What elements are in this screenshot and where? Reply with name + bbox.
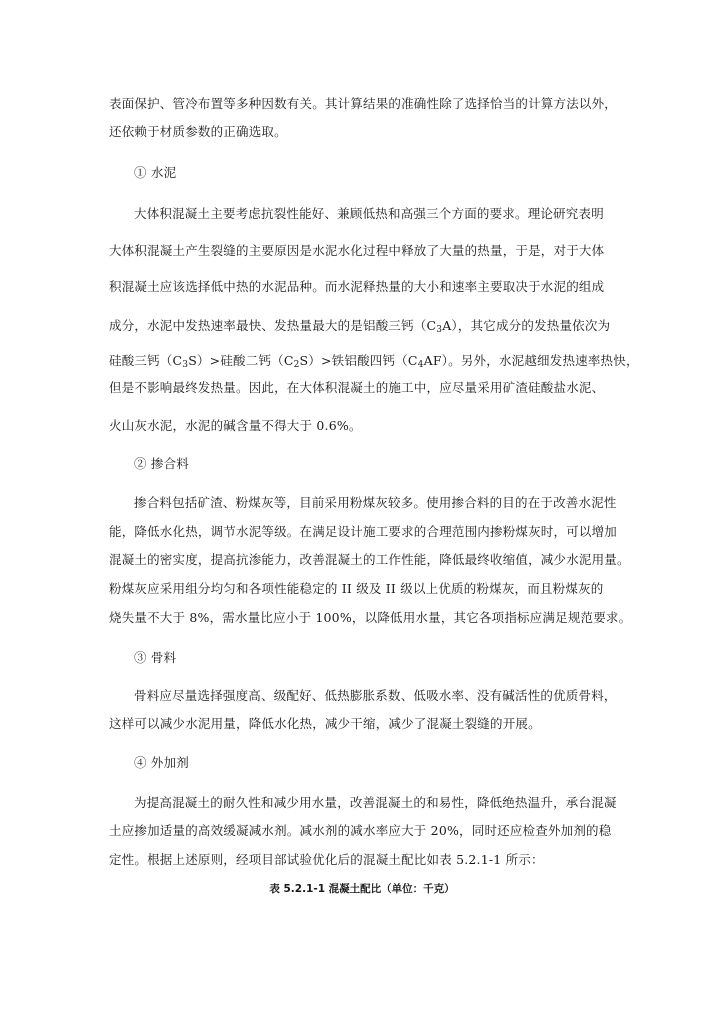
admixture-line-4: 粉煤灰应采用组分均匀和各项性能稳定的 II 级及 II 级以上优质的粉煤灰，而且粉煤灰的 [109, 581, 604, 596]
additive-line-3: 定性。根据上述原则，经项目部试验优化后的混凝土配比如表 5.2.1-1 所示： [109, 852, 544, 867]
table-caption: 表 5.2.1-1 混凝土配比（单位：千克） [269, 883, 455, 895]
cement-line-3: 积混凝土应该选择低中热的水泥品种。而水泥释热量的大小和速率主要取决于水泥的组成 [109, 279, 605, 294]
section-heading-cement: ① 水泥 [134, 165, 177, 180]
subscript: 3 [436, 325, 443, 335]
cement-line-4 [109, 318, 610, 334]
cement-line-1: 大体积混凝土主要考虑抗裂性能好、兼顾低热和高强三个方面的要求。理论研究表明 [134, 206, 604, 221]
admixture-line-5: 烧失量不大于 8%，需水量比应小于 100%，以降低用水量，其它各项指标应满足规范要求。 [109, 610, 632, 625]
cement-line-4-text-a: 成分，水泥中发热速率最快、发热量最大的是铝酸三钙（C [109, 318, 437, 333]
cement-line-7: 火山灰水泥，水泥的碱含量不得大于 0.6%。 [109, 418, 362, 433]
cement-line-5-text-b: S）>硅酸二钙（C [188, 353, 294, 368]
intro-line-1: 表面保护、管冷布置等多种因数有关。其计算结果的准确性除了选择恰当的计算方法以外， [109, 96, 618, 111]
intro-line-2: 还依赖于材质参数的正确选取。 [109, 124, 287, 139]
additive-line-2: 土应掺加适量的高效缓凝减水剂。减水剂的减水率应大于 20%，同时还应检查外加剂的稳 [109, 823, 612, 838]
section-heading-aggregate: ③ 骨料 [134, 650, 177, 665]
cement-line-6: 但是不影响最终发热量。因此，在大体积混凝土的施工中，应尽量采用矿渣硅酸盐水泥、 [109, 380, 605, 395]
additive-line-1: 为提高混凝土的耐久性和减少用水量，改善混凝土的和易性，降低绝热温升，承台混凝 [134, 795, 617, 810]
cement-line-5 [109, 353, 639, 369]
subscript: 3 [182, 360, 189, 370]
subscript: 4 [417, 360, 424, 370]
section-heading-admixture: ② 掺合料 [134, 456, 189, 471]
aggregate-line-1: 骨料应尽量选择强度高、级配好、低热膨胀系数、低吸水率、没有碱活性的优质骨料， [134, 688, 617, 703]
section-heading-additive: ④ 外加剂 [134, 755, 189, 770]
admixture-line-2: 能，降低水化热，调节水泥等级。在满足设计施工要求的合理范围内掺粉煤灰时，可以增加 [109, 524, 618, 539]
cement-line-5-text-d: AF）。另外，水泥越细发热速率热快， [423, 353, 639, 368]
aggregate-line-2: 这样可以减少水泥用量，降低水化热，减少干缩，减少了混凝土裂缝的开展。 [109, 716, 541, 731]
cement-line-4-text-b: A），其它成分的发热量依次为 [442, 318, 611, 333]
admixture-line-1: 掺合料包括矿渣、粉煤灰等，目前采用粉煤灰较多。使用掺合料的目的在于改善水泥性 [134, 495, 617, 510]
cement-line-5-text-c: S）>铁铝酸四钙（C [299, 353, 418, 368]
cement-line-2: 大体积混凝土产生裂缝的主要原因是水泥水化过程中释放了大量的热量，于是，对于大体 [109, 243, 605, 258]
admixture-line-3: 混凝土的密实度，提高抗渗能力，改善混凝土的工作性能，降低最终收缩值，减少水泥用量。 [109, 552, 630, 567]
subscript: 2 [293, 360, 300, 370]
cement-line-5-text-a: 硅酸三钙（C [109, 353, 183, 368]
